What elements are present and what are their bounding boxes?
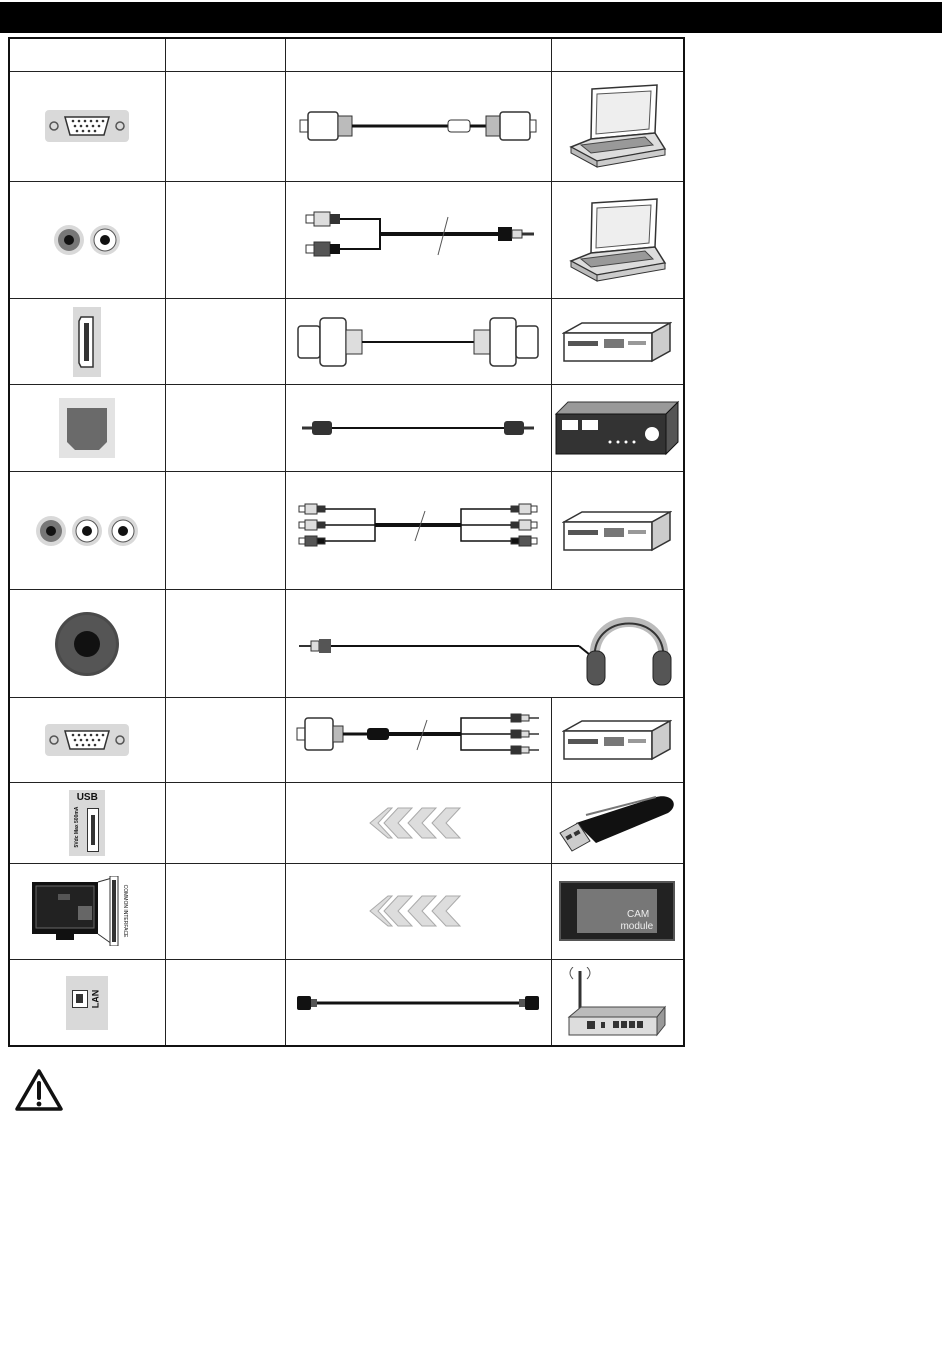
dvd-player-icon bbox=[562, 319, 672, 365]
rca-to-minijack-cable-icon bbox=[298, 205, 538, 275]
port-cell bbox=[9, 385, 165, 471]
connections-table bbox=[8, 37, 685, 1047]
type-cell bbox=[165, 299, 285, 385]
optical-cable-icon bbox=[300, 416, 536, 440]
cable-cell bbox=[285, 960, 551, 1046]
type-cell bbox=[165, 385, 285, 471]
port-cell bbox=[9, 299, 165, 385]
header-cables bbox=[285, 38, 551, 72]
device-cell bbox=[551, 697, 684, 782]
table-row bbox=[9, 960, 684, 1046]
headphone-jack-icon bbox=[53, 610, 121, 678]
av-rca-port-icon bbox=[35, 514, 139, 548]
ci-label: COMMON INTERFACE bbox=[122, 884, 129, 938]
vga-to-component-cable-icon bbox=[295, 712, 541, 768]
table-row bbox=[9, 181, 684, 299]
cable-cell bbox=[285, 299, 551, 385]
cable-cell bbox=[285, 590, 684, 697]
usb-port-icon bbox=[69, 790, 105, 856]
cable-cell bbox=[285, 471, 551, 590]
ypbpr-vga-port-icon bbox=[45, 724, 129, 756]
device-cell bbox=[551, 783, 684, 863]
title-bar bbox=[0, 2, 942, 33]
headphones-icon bbox=[587, 622, 671, 685]
type-cell bbox=[165, 72, 285, 182]
type-cell bbox=[165, 181, 285, 299]
dvd-player-icon bbox=[562, 508, 672, 554]
ethernet-cable-icon bbox=[295, 992, 541, 1014]
router-icon bbox=[565, 967, 669, 1039]
type-cell bbox=[165, 590, 285, 697]
cable-cell bbox=[285, 72, 551, 182]
cable-cell bbox=[285, 385, 551, 471]
port-cell bbox=[9, 72, 165, 182]
spdif-optical-port-icon bbox=[59, 398, 115, 458]
header-connector bbox=[9, 38, 165, 72]
vga-port-icon bbox=[45, 110, 129, 142]
header-type bbox=[165, 38, 285, 72]
device-cell bbox=[551, 72, 684, 182]
usb-power-note: 5Vdc Max 500mA bbox=[74, 806, 81, 848]
headphone-cable-icon bbox=[289, 599, 679, 689]
hdmi-cable-icon bbox=[296, 312, 540, 372]
laptop-icon bbox=[567, 81, 667, 171]
hdmi-port-icon bbox=[73, 307, 101, 377]
port-cell bbox=[9, 471, 165, 590]
cam-module-icon bbox=[559, 881, 675, 941]
table-row bbox=[9, 385, 684, 471]
av-rca-cable-icon bbox=[295, 503, 541, 559]
table-row bbox=[9, 471, 684, 590]
port-cell bbox=[9, 960, 165, 1046]
table-row bbox=[9, 590, 684, 697]
usb-stick-icon bbox=[556, 793, 678, 853]
port-cell bbox=[9, 783, 165, 863]
table-header-row bbox=[9, 38, 684, 72]
device-cell bbox=[551, 299, 684, 385]
type-cell bbox=[165, 783, 285, 863]
cable-cell bbox=[285, 863, 551, 959]
type-cell bbox=[165, 471, 285, 590]
vga-cable-icon bbox=[298, 106, 538, 146]
cable-cell bbox=[285, 697, 551, 782]
type-cell bbox=[165, 863, 285, 959]
port-cell bbox=[9, 181, 165, 299]
insert-arrows-icon bbox=[368, 894, 468, 928]
cam-label-line2: module bbox=[620, 921, 654, 933]
cam-label-line1: CAM bbox=[627, 909, 650, 921]
type-cell bbox=[165, 697, 285, 782]
warning-triangle-icon bbox=[14, 1068, 64, 1112]
cable-cell bbox=[285, 783, 551, 863]
insert-arrows-icon bbox=[368, 806, 468, 840]
lan-port-label: LAN bbox=[90, 989, 101, 1008]
table-row bbox=[9, 783, 684, 863]
dvd-player-icon bbox=[562, 717, 672, 763]
usb-port-label: USB bbox=[76, 791, 98, 803]
table-row bbox=[9, 697, 684, 782]
device-cell bbox=[551, 960, 684, 1046]
pc-audio-rca-port-icon bbox=[52, 223, 122, 257]
table-row bbox=[9, 72, 684, 182]
lan-port-icon bbox=[66, 976, 108, 1030]
table-row bbox=[9, 299, 684, 385]
device-cell bbox=[551, 863, 684, 959]
port-cell bbox=[9, 697, 165, 782]
device-cell bbox=[551, 181, 684, 299]
amplifier-icon bbox=[554, 400, 680, 456]
header-device bbox=[551, 38, 684, 72]
device-cell bbox=[551, 471, 684, 590]
device-cell bbox=[551, 385, 684, 471]
laptop-icon bbox=[567, 195, 667, 285]
cable-cell bbox=[285, 181, 551, 299]
port-cell bbox=[9, 863, 165, 959]
table-row bbox=[9, 863, 684, 959]
type-cell bbox=[165, 960, 285, 1046]
port-cell bbox=[9, 590, 165, 697]
